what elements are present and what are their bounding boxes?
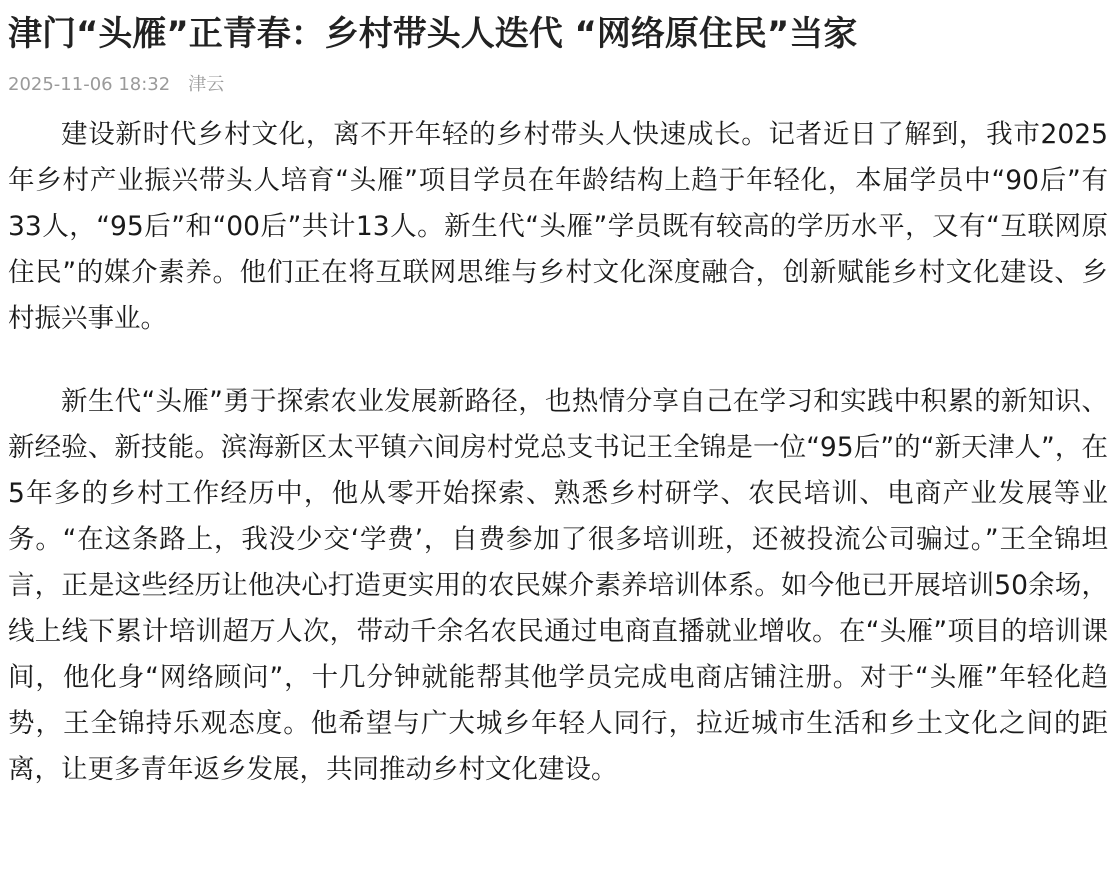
source-label: 津云 xyxy=(188,74,225,95)
article-meta xyxy=(8,72,1108,98)
article-body xyxy=(8,112,1108,793)
paragraph-1: 建设新时代乡村文化，离不开年轻的乡村带头人快速成长。记者近日了解到，我市2025年乡村产业振兴带头人培育“头雁”项目学员在年龄结构上趋于年轻化，本届学员中“90后”有33人，“95后”和“00后”共计13人。新生代“头雁”学员既有较高的学历水平，又有“互联网原住民”的媒介素养。他们正在将互联网思维与乡村文化深度融合，创新赋能乡村文化建设、乡村振兴事业。 xyxy=(8,119,1108,334)
article-title: 津门“头雁”正青春：乡村带头人迭代 “网络原住民”当家 xyxy=(8,14,858,54)
paragraph-2: 新生代“头雁”勇于探索农业发展新路径，也热情分享自己在学习和实践中积累的新知识、新经验、新技能。滨海新区太平镇六间房村党总支书记王全锦是一位“95后”的“新天津人”，在5年多的乡村工作经历中，他从零开始探索、熟悉乡村研学、农民培训、电商产业发展等业务。“在这条路上，我没少交‘学费’，自费参加了很多培训班，还被投流公司骗过。”王全锦坦言，正是这些经历让他决心打造更实用的农民媒介素养培训体系。如今他已开展培训50余场，线上线下累计培训超万人次，带动千余名农民通过电商直播就业增收。在“头雁”项目的培训课间，他化身“网络顾问”，十几分钟就能帮其他学员完成电商店铺注册。对于“头雁”年轻化趋势，王全锦持乐观态度。他希望与广大城乡年轻人同行，拉近城市生活和乡土文化之间的距离，让更多青年返乡发展，共同推动乡村文化建设。 xyxy=(8,386,1108,785)
publish-date: 2025-11-06 18:32 xyxy=(8,74,171,95)
